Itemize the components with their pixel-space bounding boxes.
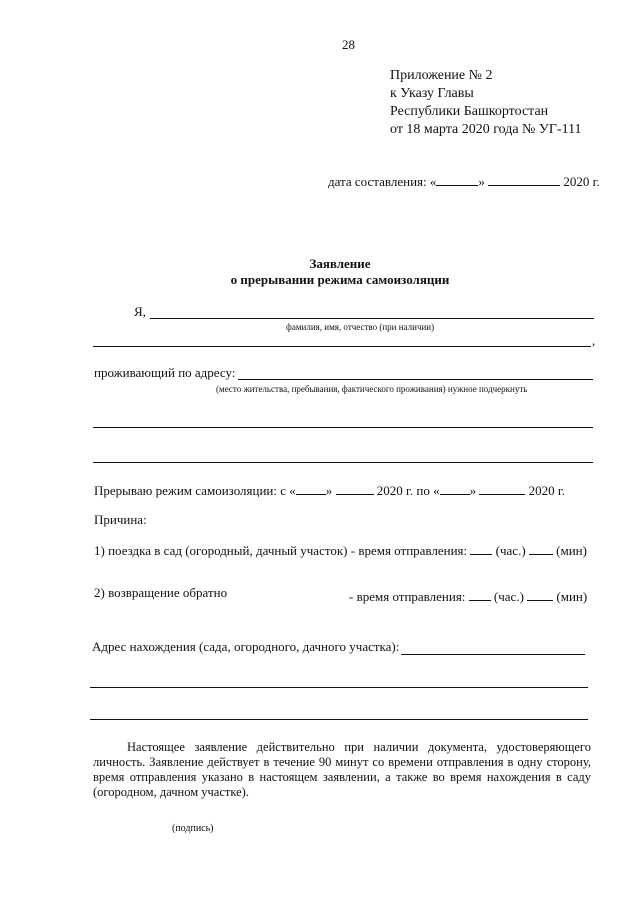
trip-minutes-field[interactable]: [529, 543, 553, 555]
return-minutes-field[interactable]: [527, 589, 553, 601]
signature-caption: (подпись): [172, 823, 214, 834]
return-minutes-label: (мин): [556, 589, 588, 604]
to-month-field[interactable]: [479, 483, 525, 495]
from-day-field[interactable]: [296, 483, 326, 495]
address-label: проживающий по адресу:: [94, 365, 236, 380]
interruption-text-1: Прерываю режим самоизоляции: с «: [94, 483, 296, 498]
interruption-text-4: »: [469, 483, 477, 498]
title-line-1: Заявление: [309, 256, 371, 271]
interruption-text-5: 2020 г.: [528, 483, 565, 498]
appendix-line-4: от 18 марта 2020 года № УГ-111: [390, 122, 582, 137]
title-line-2: о прерывании режима самоизоляции: [230, 272, 450, 287]
interruption-row: [94, 483, 565, 499]
page-number: 28: [342, 37, 355, 52]
trip-hours-label: (час.): [495, 543, 526, 558]
applicant-comma: ,: [592, 333, 596, 348]
applicant-caption: фамилия, имя, отчество (при наличии): [286, 322, 435, 332]
return-row: [349, 589, 587, 605]
compile-date-label: дата составления: «: [328, 174, 437, 189]
trip-minutes-label: (мин): [556, 543, 587, 558]
compile-day-field[interactable]: [436, 174, 478, 186]
trip-hours-field[interactable]: [470, 543, 492, 555]
appendix-line-2: к Указу Главы: [390, 86, 474, 101]
appendix-line-1: Приложение № 2: [390, 68, 493, 83]
compile-date-year: 2020 г.: [563, 174, 600, 189]
to-day-field[interactable]: [440, 483, 470, 495]
interruption-text-2: »: [325, 483, 333, 498]
validity-paragraph: Настоящее заявление действительно при наличии документа, удостоверяющего личность. Заявление действует в течение 90 минут со времени отправления в одну сторону, время отправления указано в настоящем заявлении, а также во время нахождения в саду (огородном, дачном участке).: [93, 740, 591, 799]
garden-address-field[interactable]: [401, 654, 585, 655]
garden-address-field-3[interactable]: [90, 719, 588, 720]
address-caption: (место жительства, пребывания, фактического проживания) нужное подчеркнуть: [216, 384, 528, 394]
return-text: 2) возвращение обратно: [94, 585, 228, 600]
applicant-prefix: Я,: [134, 304, 146, 319]
interruption-text-3: 2020 г. по «: [376, 483, 440, 498]
applicant-name-field[interactable]: [150, 318, 594, 319]
address-field-2[interactable]: [93, 427, 593, 428]
compile-month-field[interactable]: [488, 174, 560, 186]
return-hours-field[interactable]: [469, 589, 491, 601]
return-label: - время отправления:: [349, 589, 466, 604]
applicant-name-field-2[interactable]: [93, 346, 591, 347]
garden-address-field-2[interactable]: [90, 687, 588, 688]
trip-text: 1) поездка в сад (огородный, дачный участок) - время отправления:: [94, 543, 468, 558]
compile-date-row: [328, 174, 600, 190]
garden-address-label: Адрес нахождения (сада, огородного, дачного участка):: [92, 639, 400, 654]
reason-label: Причина:: [94, 512, 147, 527]
return-hours-label: (час.): [493, 589, 524, 604]
compile-date-quote-close: »: [478, 174, 485, 189]
address-field-3[interactable]: [93, 462, 593, 463]
from-month-field[interactable]: [336, 483, 374, 495]
appendix-line-3: Республики Башкортостан: [390, 104, 549, 119]
trip-row: [94, 543, 587, 559]
address-field[interactable]: [238, 379, 593, 380]
